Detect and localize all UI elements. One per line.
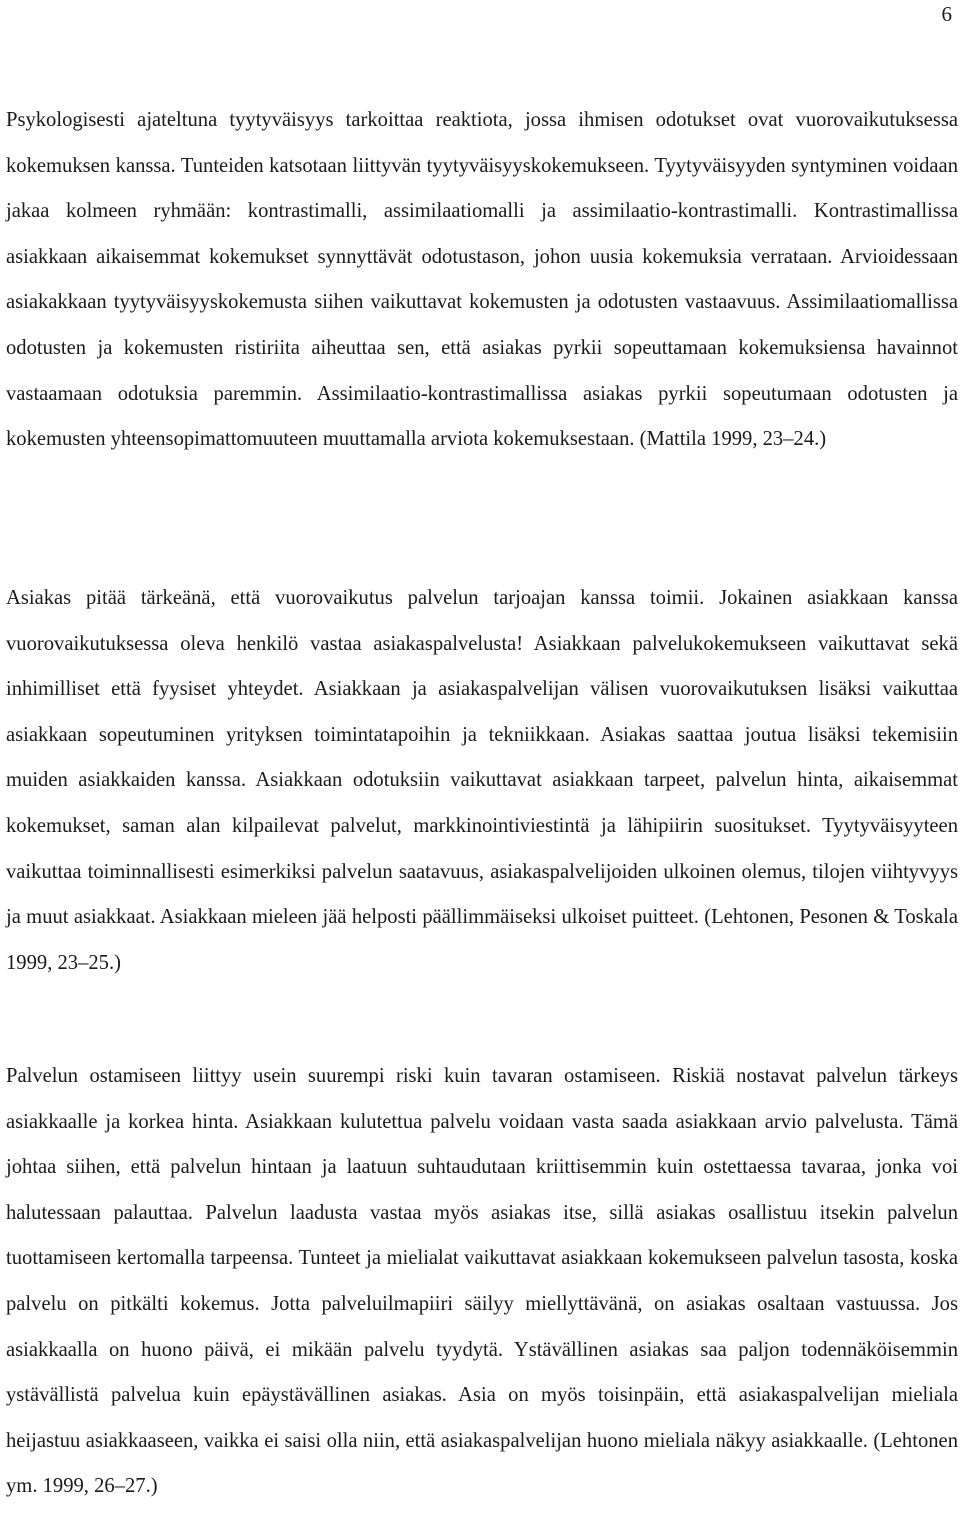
body-paragraph: Psykologisesti ajateltuna tyytyväisyys tarkoittaa reaktiota, jossa ihmisen odotukset ovat vuorovaikutuksessa kokemuksen kanssa. Tunteiden katsotaan liittyvän tyytyväisyyskokemukseen. Tyytyväisyyden syntyminen voidaan jakaa kolmeen ryhmään: kontrastimalli, assimilaatiomalli ja assimilaatio-kontrastimalli. Kontrastimallissa asiakkaan aikaisemmat kokemukset synnyttävät odotustason, johon uusia kokemuksia verrataan. Arvioidessaan asiakakkaan tyytyväisyyskokemusta siihen vaikuttavat kokemusten ja odotusten vastaavuus. Assimilaatiomallissa odotusten ja kokemusten ristiriita aiheuttaa sen, että asiakas pyrkii sopeuttamaan kokemuksiensa havainnot vastaamaan odotuksia paremmin. Assimilaatio-kontrastimallissa asiakas pyrkii sopeutumaan odotusten ja kokemusten yhteensopimattomuuteen muuttamalla arviota kokemuksestaan. (Mattila 1999, 23–24.): [6, 109, 958, 451]
page-number: 6: [941, 2, 952, 26]
body-paragraph: Palvelun ostamiseen liittyy usein suurempi riski kuin tavaran ostamiseen. Riskiä nostavat palvelun tärkeys asiakkaalle ja korkea hinta. Asiakkaan kulutettua palvelu voidaan vasta saada asiakkaan arvio palvelusta. Tämä johtaa siihen, että palvelun hintaan ja laatuun suhtaudutaan kriittisemmin kuin ostettaessa tavaraa, jonka voi halutessaan palauttaa. Palvelun laadusta vastaa myös asiakas itse, sillä asiakas osallistuu itsekin palvelun tuottamiseen kertomalla tarpeensa. Tunteet ja mielialat vaikuttavat asiakkaan kokemukseen palvelun tasosta, koska palvelu on pitkälti kokemus. Jotta palveluilmapiiri säilyy miellyttävänä, on asiakas osaltaan vastuussa. Jos asiakkaalla on huono päivä, ei mikään palvelu tyydytä. Ystävällinen asiakas saa paljon todennäköisemmin ystävällistä palvelua kuin epäystävällinen asiakas. Asia on myös toisinpäin, että asiakaspalvelijan mieliala heijastuu asiakkaaseen, vaikka ei saisi olla niin, että asiakaspalvelijan huono mieliala näkyy asiakkaalle. (Lehtonen ym. 1999, 26–27.): [6, 1065, 958, 1498]
body-paragraph: Asiakas pitää tärkeänä, että vuorovaikutus palvelun tarjoajan kanssa toimii. Jokainen asiakkaan kanssa vuorovaikutuksessa oleva henkilö vastaa asiakaspalvelusta! Asiakkaan palvelukokemukseen vaikuttavat sekä inhimilliset että fyysiset yhteydet. Asiakkaan ja asiakaspalvelijan välisen vuorovaikutuksen lisäksi vaikuttaa asiakkaan sopeutuminen yrityksen toimintatapoihin ja tekniikkaan. Asiakas saattaa joutua lisäksi tekemisiin muiden asiakkaiden kanssa. Asiakkaan odotuksiin vaikuttavat asiakkaan tarpeet, palvelun hinta, aikaisemmat kokemukset, saman alan kilpailevat palvelut, markkinointiviestintä ja lähipiirin suositukset. Tyytyväisyyteen vaikuttaa toiminnallisesti esimerkiksi palvelun saatavuus, asiakaspalvelijoiden ulkoinen olemus, tilojen viihtyvyys ja muut asiakkaat. Asiakkaan mieleen jää helposti päällimmäiseksi ulkoiset puitteet. (Lehtonen, Pesonen & Toskala 1999, 23–25.): [6, 587, 958, 974]
